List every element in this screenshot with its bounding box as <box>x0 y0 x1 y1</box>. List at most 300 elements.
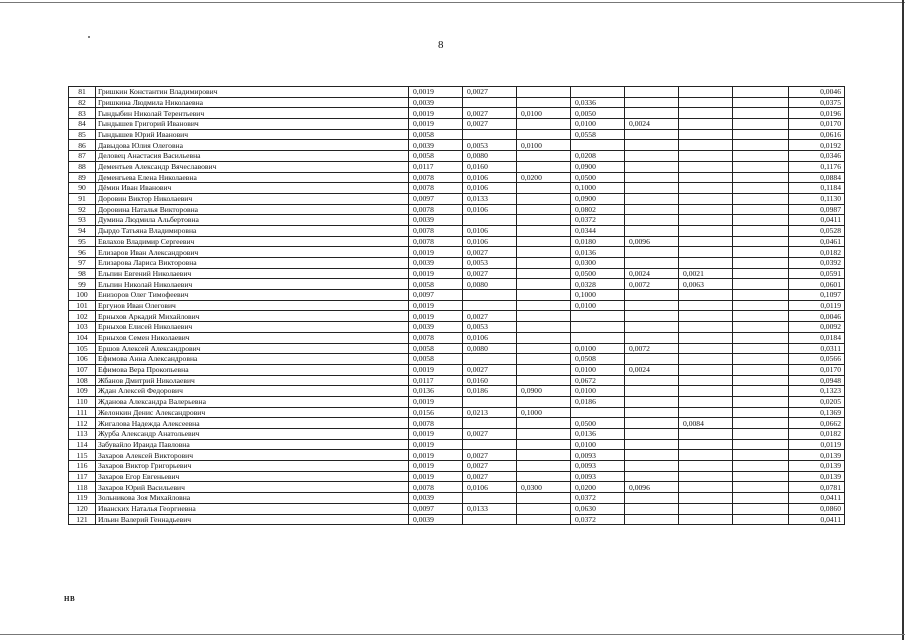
share-col-5 <box>625 418 679 429</box>
share-col-7 <box>733 418 789 429</box>
share-col-1: 0,0019 <box>409 300 463 311</box>
share-total: 0,1130 <box>789 193 845 204</box>
share-col-2: 0,0133 <box>463 503 517 514</box>
share-col-1: 0,0117 <box>409 375 463 386</box>
share-col-5 <box>625 439 679 450</box>
share-col-3: 0,0200 <box>517 172 571 183</box>
share-col-5 <box>625 493 679 504</box>
share-col-2: 0,0106 <box>463 332 517 343</box>
share-col-1: 0,0078 <box>409 482 463 493</box>
share-col-2: 0,0053 <box>463 258 517 269</box>
share-col-1: 0,0078 <box>409 225 463 236</box>
share-col-3: 0,0100 <box>517 140 571 151</box>
share-col-2: 0,0027 <box>463 268 517 279</box>
person-name: Иванских Наталья Георгиевна <box>96 503 409 514</box>
share-col-1: 0,0039 <box>409 97 463 108</box>
share-col-5 <box>625 290 679 301</box>
row-number: 97 <box>69 258 96 269</box>
share-col-2 <box>463 97 517 108</box>
share-col-6 <box>679 215 733 226</box>
share-col-4: 0,1000 <box>571 183 625 194</box>
share-col-4: 0,0344 <box>571 225 625 236</box>
row-number: 105 <box>69 343 96 354</box>
share-col-1: 0,0019 <box>409 471 463 482</box>
share-col-6 <box>679 97 733 108</box>
table-row <box>69 215 845 226</box>
person-name: Захаров Егор Евгеньевич <box>96 471 409 482</box>
row-number: 89 <box>69 172 96 183</box>
share-col-6 <box>679 343 733 354</box>
share-total: 0,0184 <box>789 332 845 343</box>
share-col-1: 0,0039 <box>409 514 463 525</box>
person-name: Дырдо Татьяна Владимировна <box>96 225 409 236</box>
share-col-1: 0,0019 <box>409 396 463 407</box>
share-total: 0,0139 <box>789 471 845 482</box>
share-col-6 <box>679 108 733 119</box>
share-col-5 <box>625 332 679 343</box>
share-col-5 <box>625 514 679 525</box>
share-col-4: 0,0186 <box>571 396 625 407</box>
share-col-7 <box>733 119 789 130</box>
share-col-3 <box>517 268 571 279</box>
share-col-2: 0,0106 <box>463 225 517 236</box>
share-col-4: 0,0136 <box>571 247 625 258</box>
table-row <box>69 407 845 418</box>
share-col-5 <box>625 97 679 108</box>
share-col-1: 0,0058 <box>409 151 463 162</box>
share-col-5: 0,0096 <box>625 236 679 247</box>
share-total: 0,0092 <box>789 322 845 333</box>
share-total: 0,0375 <box>789 97 845 108</box>
table-row <box>69 258 845 269</box>
share-col-3 <box>517 439 571 450</box>
share-col-2: 0,0160 <box>463 375 517 386</box>
share-col-1: 0,0019 <box>409 450 463 461</box>
person-name: Захаров Юрий Васильевич <box>96 482 409 493</box>
share-total: 0,0948 <box>789 375 845 386</box>
person-name: Ельпин Николай Николаевич <box>96 279 409 290</box>
share-col-4: 0,0672 <box>571 375 625 386</box>
share-col-6 <box>679 471 733 482</box>
table-row <box>69 322 845 333</box>
person-name: Зольникова Зоя Михайловна <box>96 493 409 504</box>
share-col-2 <box>463 439 517 450</box>
table-row <box>69 183 845 194</box>
person-name: Журба Александр Анатольевич <box>96 429 409 440</box>
person-name: Захаров Алексей Викторович <box>96 450 409 461</box>
share-total: 0,0662 <box>789 418 845 429</box>
person-name: Ефимова Вера Прокопьевна <box>96 364 409 375</box>
share-col-2: 0,0106 <box>463 183 517 194</box>
row-number: 103 <box>69 322 96 333</box>
scan-right-edge <box>902 0 904 640</box>
share-col-4: 0,0100 <box>571 343 625 354</box>
share-col-7 <box>733 375 789 386</box>
row-number: 111 <box>69 407 96 418</box>
share-col-1: 0,0019 <box>409 119 463 130</box>
share-total: 0,0528 <box>789 225 845 236</box>
share-col-6 <box>679 461 733 472</box>
share-col-3 <box>517 151 571 162</box>
share-col-1: 0,0019 <box>409 429 463 440</box>
share-col-4: 0,0500 <box>571 418 625 429</box>
share-col-6 <box>679 332 733 343</box>
share-col-3 <box>517 343 571 354</box>
row-number: 81 <box>69 87 96 98</box>
share-col-3 <box>517 129 571 140</box>
row-number: 110 <box>69 396 96 407</box>
share-col-5 <box>625 108 679 119</box>
share-col-1: 0,0019 <box>409 364 463 375</box>
table-row <box>69 236 845 247</box>
person-name: Енизоров Олег Тимофеевич <box>96 290 409 301</box>
share-col-2: 0,0106 <box>463 482 517 493</box>
row-number: 107 <box>69 364 96 375</box>
share-col-1: 0,0019 <box>409 247 463 258</box>
share-col-2: 0,0106 <box>463 236 517 247</box>
share-col-3 <box>517 311 571 322</box>
row-number: 104 <box>69 332 96 343</box>
share-col-3 <box>517 396 571 407</box>
row-number: 121 <box>69 514 96 525</box>
person-name: Ерныхов Елисей Николаевич <box>96 322 409 333</box>
share-col-2: 0,0027 <box>463 429 517 440</box>
share-col-4: 0,0093 <box>571 471 625 482</box>
share-col-5: 0,0072 <box>625 343 679 354</box>
share-col-2: 0,0027 <box>463 471 517 482</box>
share-col-7 <box>733 439 789 450</box>
share-total: 0,0860 <box>789 503 845 514</box>
row-number: 91 <box>69 193 96 204</box>
share-col-5 <box>625 183 679 194</box>
person-name: Ельпин Евгений Николаевич <box>96 268 409 279</box>
person-name: Захаров Виктор Григорьевич <box>96 461 409 472</box>
share-total: 0,0205 <box>789 396 845 407</box>
footer-mark: HB <box>64 595 76 603</box>
share-col-4: 0,0093 <box>571 450 625 461</box>
share-col-6: 0,0063 <box>679 279 733 290</box>
table-body <box>69 87 845 525</box>
share-col-3 <box>517 461 571 472</box>
person-name: Деловец Анастасия Васильевна <box>96 151 409 162</box>
share-col-5 <box>625 204 679 215</box>
share-col-2: 0,0027 <box>463 119 517 130</box>
row-number: 102 <box>69 311 96 322</box>
share-col-1: 0,0078 <box>409 332 463 343</box>
share-col-3 <box>517 290 571 301</box>
share-col-6 <box>679 204 733 215</box>
share-total: 0,1176 <box>789 161 845 172</box>
share-total: 0,0987 <box>789 204 845 215</box>
row-number: 93 <box>69 215 96 226</box>
share-col-5 <box>625 471 679 482</box>
share-col-1: 0,0039 <box>409 493 463 504</box>
person-name: Желонкин Денис Александрович <box>96 407 409 418</box>
share-col-3 <box>517 183 571 194</box>
person-name: Елизаров Иван Александрович <box>96 247 409 258</box>
person-name: Давыдова Юлия Олеговна <box>96 140 409 151</box>
row-number: 100 <box>69 290 96 301</box>
table-row <box>69 493 845 504</box>
person-name: Жданова Александра Валерьевна <box>96 396 409 407</box>
share-col-4: 0,0093 <box>571 461 625 472</box>
share-total: 0,0311 <box>789 343 845 354</box>
scan-top-rule <box>0 2 905 3</box>
table-row <box>69 108 845 119</box>
person-name: Жигалова Надежда Алексеевна <box>96 418 409 429</box>
table-row <box>69 471 845 482</box>
share-col-7 <box>733 172 789 183</box>
table-row <box>69 450 845 461</box>
share-col-2: 0,0133 <box>463 193 517 204</box>
share-col-4: 0,0500 <box>571 268 625 279</box>
share-total: 0,0170 <box>789 364 845 375</box>
row-number: 86 <box>69 140 96 151</box>
table-row <box>69 396 845 407</box>
share-col-4: 0,0900 <box>571 193 625 204</box>
share-col-5 <box>625 311 679 322</box>
share-col-1: 0,0156 <box>409 407 463 418</box>
share-col-3 <box>517 279 571 290</box>
share-total: 0,0182 <box>789 429 845 440</box>
share-col-6 <box>679 247 733 258</box>
share-col-1: 0,0019 <box>409 87 463 98</box>
share-col-1: 0,0039 <box>409 140 463 151</box>
table-row <box>69 364 845 375</box>
share-total: 0,0566 <box>789 354 845 365</box>
share-col-7 <box>733 215 789 226</box>
share-col-3 <box>517 87 571 98</box>
share-total: 0,0046 <box>789 87 845 98</box>
person-name: Дементьев Александр Вячеславович <box>96 161 409 172</box>
share-col-5 <box>625 407 679 418</box>
share-col-1: 0,0058 <box>409 354 463 365</box>
share-col-1: 0,0019 <box>409 311 463 322</box>
share-col-7 <box>733 204 789 215</box>
table-row <box>69 129 845 140</box>
share-total: 0,0139 <box>789 461 845 472</box>
share-col-7 <box>733 493 789 504</box>
share-col-5 <box>625 172 679 183</box>
person-name: Доровин Виктор Николаевич <box>96 193 409 204</box>
table-row <box>69 204 845 215</box>
share-col-3 <box>517 503 571 514</box>
row-number: 115 <box>69 450 96 461</box>
share-col-5 <box>625 215 679 226</box>
table-row <box>69 151 845 162</box>
row-number: 84 <box>69 119 96 130</box>
share-col-2 <box>463 418 517 429</box>
share-col-1: 0,0039 <box>409 215 463 226</box>
share-col-7 <box>733 407 789 418</box>
share-col-3 <box>517 322 571 333</box>
row-number: 106 <box>69 354 96 365</box>
scan-speck <box>88 36 90 38</box>
share-col-5 <box>625 461 679 472</box>
share-col-2: 0,0080 <box>463 343 517 354</box>
share-col-4: 0,0100 <box>571 439 625 450</box>
share-col-1: 0,0019 <box>409 108 463 119</box>
share-col-3 <box>517 514 571 525</box>
share-col-5 <box>625 354 679 365</box>
person-name: Ефимова Анна Александровна <box>96 354 409 365</box>
row-number: 114 <box>69 439 96 450</box>
person-name: Ерныхов Аркадий Михайлович <box>96 311 409 322</box>
person-name: Жбанов Дмитрий Николаевич <box>96 375 409 386</box>
person-name: Евлахов Владимир Сергеевич <box>96 236 409 247</box>
share-col-3: 0,0900 <box>517 386 571 397</box>
table-row <box>69 161 845 172</box>
person-name: Ергунов Иван Олегович <box>96 300 409 311</box>
share-col-1: 0,0097 <box>409 290 463 301</box>
row-number: 92 <box>69 204 96 215</box>
share-col-7 <box>733 322 789 333</box>
row-number: 90 <box>69 183 96 194</box>
share-col-3 <box>517 215 571 226</box>
share-total: 0,0616 <box>789 129 845 140</box>
share-col-1: 0,0078 <box>409 172 463 183</box>
person-name: Ждан Алексей Федорович <box>96 386 409 397</box>
share-col-6 <box>679 439 733 450</box>
share-col-1: 0,0019 <box>409 439 463 450</box>
share-col-4: 0,0208 <box>571 151 625 162</box>
person-name: Дёмин Иван Иванович <box>96 183 409 194</box>
share-total: 0,0346 <box>789 151 845 162</box>
person-name: Забувайло Ираида Павловна <box>96 439 409 450</box>
share-col-1: 0,0039 <box>409 258 463 269</box>
share-col-5 <box>625 396 679 407</box>
share-col-6: 0,0084 <box>679 418 733 429</box>
share-col-2 <box>463 129 517 140</box>
share-col-6 <box>679 193 733 204</box>
share-col-1: 0,0078 <box>409 418 463 429</box>
table-row <box>69 375 845 386</box>
share-col-3 <box>517 225 571 236</box>
share-col-3 <box>517 236 571 247</box>
share-col-5 <box>625 322 679 333</box>
person-name: Гришкин Константин Владимирович <box>96 87 409 98</box>
share-total: 0,0591 <box>789 268 845 279</box>
share-col-4: 0,0100 <box>571 119 625 130</box>
table-row <box>69 87 845 98</box>
share-col-2: 0,0027 <box>463 247 517 258</box>
share-col-4: 0,0630 <box>571 503 625 514</box>
share-col-7 <box>733 482 789 493</box>
share-col-2: 0,0186 <box>463 386 517 397</box>
share-total: 0,0119 <box>789 439 845 450</box>
share-col-7 <box>733 503 789 514</box>
share-col-6 <box>679 236 733 247</box>
share-col-5 <box>625 258 679 269</box>
share-col-6 <box>679 514 733 525</box>
share-col-7 <box>733 151 789 162</box>
share-total: 0,1184 <box>789 183 845 194</box>
table-row <box>69 279 845 290</box>
share-total: 0,0392 <box>789 258 845 269</box>
share-col-5 <box>625 161 679 172</box>
share-col-6 <box>679 119 733 130</box>
table-row <box>69 482 845 493</box>
share-col-1: 0,0117 <box>409 161 463 172</box>
share-col-4: 0,0328 <box>571 279 625 290</box>
row-number: 113 <box>69 429 96 440</box>
row-number: 112 <box>69 418 96 429</box>
share-col-3 <box>517 161 571 172</box>
share-col-3 <box>517 97 571 108</box>
share-col-5: 0,0024 <box>625 268 679 279</box>
share-col-5 <box>625 225 679 236</box>
share-col-7 <box>733 290 789 301</box>
share-col-5: 0,0024 <box>625 119 679 130</box>
share-total: 0,1097 <box>789 290 845 301</box>
share-col-6 <box>679 364 733 375</box>
share-total: 0,1369 <box>789 407 845 418</box>
share-total: 0,0411 <box>789 514 845 525</box>
share-col-2: 0,0027 <box>463 108 517 119</box>
share-col-7 <box>733 386 789 397</box>
share-col-5 <box>625 503 679 514</box>
row-number: 99 <box>69 279 96 290</box>
share-col-5 <box>625 300 679 311</box>
share-col-3 <box>517 429 571 440</box>
share-col-3 <box>517 258 571 269</box>
table-row <box>69 97 845 108</box>
share-col-5 <box>625 151 679 162</box>
share-col-6 <box>679 311 733 322</box>
table-row <box>69 172 845 183</box>
share-col-5 <box>625 450 679 461</box>
share-col-2: 0,0080 <box>463 151 517 162</box>
row-number: 83 <box>69 108 96 119</box>
share-col-2: 0,0053 <box>463 322 517 333</box>
share-col-4: 0,0336 <box>571 97 625 108</box>
share-col-6 <box>679 183 733 194</box>
person-name: Гындышев Юрий Иванович <box>96 129 409 140</box>
share-col-6 <box>679 493 733 504</box>
share-col-2: 0,0053 <box>463 140 517 151</box>
table-row <box>69 140 845 151</box>
share-col-6 <box>679 151 733 162</box>
share-col-4 <box>571 407 625 418</box>
share-col-6 <box>679 290 733 301</box>
share-total: 0,0119 <box>789 300 845 311</box>
share-col-3 <box>517 493 571 504</box>
share-col-4: 0,0802 <box>571 204 625 215</box>
share-col-1: 0,0136 <box>409 386 463 397</box>
share-col-4: 0,0372 <box>571 215 625 226</box>
share-col-7 <box>733 364 789 375</box>
share-col-7 <box>733 87 789 98</box>
share-total: 0,0182 <box>789 247 845 258</box>
share-col-2 <box>463 396 517 407</box>
row-number: 116 <box>69 461 96 472</box>
row-number: 101 <box>69 300 96 311</box>
share-col-2 <box>463 514 517 525</box>
share-col-7 <box>733 514 789 525</box>
share-col-6 <box>679 322 733 333</box>
share-col-2: 0,0027 <box>463 461 517 472</box>
share-col-1: 0,0078 <box>409 204 463 215</box>
share-col-3 <box>517 119 571 130</box>
share-total: 0,0884 <box>789 172 845 183</box>
table-row <box>69 514 845 525</box>
share-col-4: 0,0372 <box>571 493 625 504</box>
share-col-4: 0,0500 <box>571 172 625 183</box>
table-row <box>69 354 845 365</box>
share-col-1: 0,0058 <box>409 343 463 354</box>
share-col-6 <box>679 172 733 183</box>
table-row <box>69 268 845 279</box>
